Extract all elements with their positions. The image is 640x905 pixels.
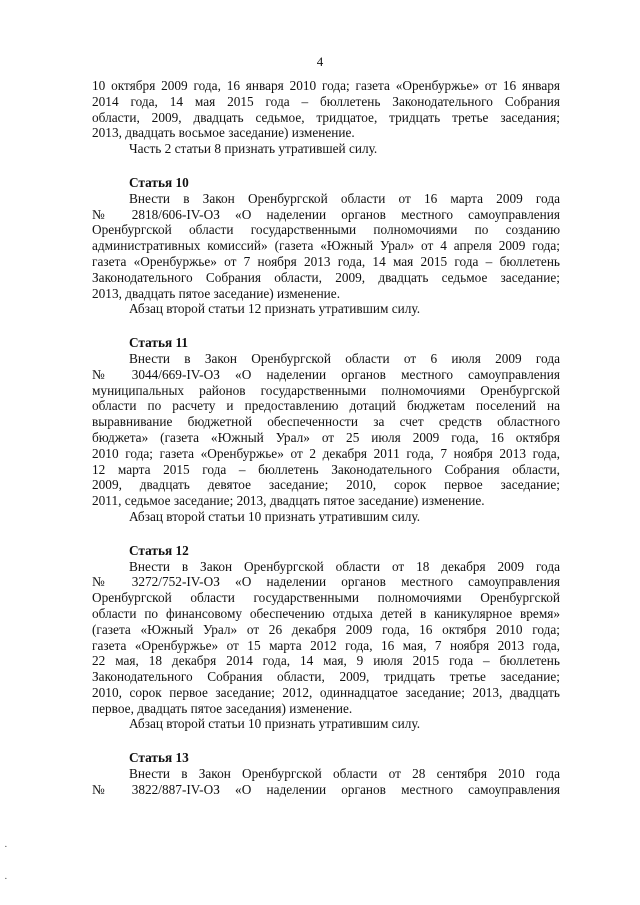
article-line: (газета «Южный Урал» от 26 декабря 2009 года, 16 октября 2010 года;	[92, 621, 560, 637]
article-heading: Статья 11	[129, 335, 189, 351]
article-line: 2011, седьмое заседание; 2013, двадцать пятое заседание) изменение.	[92, 493, 485, 509]
article-line: 22 мая, 18 декабря 2014 года, 14 мая, 9 июля 2015 года – бюллетень	[92, 653, 560, 669]
article-heading: Статья 13	[129, 750, 189, 766]
article-line: бюджета» (газета «Южный Урал» от 25 июля 2009 года, 16 октября	[92, 429, 560, 445]
intro-section	[92, 78, 560, 157]
article-line: газета «Оренбуржье» от 15 марта 2012 года, 16 мая, 7 ноября 2013 года,	[92, 637, 560, 653]
article-line: Оренбургской области государственными полномочиями по созданию	[92, 222, 560, 238]
article-line: Внести в Закон Оренбургской области от 16 марта 2009 года	[129, 190, 560, 206]
scan-margin-mark: ·	[4, 841, 8, 853]
intro-closing: Часть 2 статьи 8 признать утратившей силу.	[129, 141, 378, 157]
intro-line: 10 октября 2009 года, 16 января 2010 года; газета «Оренбуржье» от 16 января	[92, 78, 560, 93]
article-line: административных комиссий» (газета «Южный Урал» от 4 апреля 2009 года;	[92, 238, 560, 254]
article-line: Внести в Закон Оренбургской области от 28 сентября 2010 года	[129, 766, 560, 782]
article-line: 2010, сорок первое заседание; 2012, одиннадцатое заседание; 2013, двадцать	[92, 684, 560, 700]
article-closing: Абзац второй статьи 10 признать утратившим силу.	[129, 508, 421, 524]
document-body	[92, 78, 560, 798]
article-closing: Абзац второй статьи 10 признать утратившим силу.	[129, 716, 421, 732]
scan-margin-mark: ·	[4, 873, 8, 885]
article-line: Оренбургской области государственными полномочиями Оренбургской	[92, 590, 560, 606]
article-10	[92, 175, 560, 317]
article-line: области по расчету и предоставлению дотаций бюджетам поселений на	[92, 398, 560, 414]
article-heading: Статья 10	[129, 174, 189, 190]
article-line: области по финансовому обеспечению отдыха детей в каникулярное время»	[92, 605, 560, 621]
article-line: № 3044/669-IV-ОЗ «О наделении органов местного самоуправления	[92, 366, 560, 382]
intro-line: 2014 года, 14 мая 2015 года – бюллетень Законодательного Собрания	[92, 93, 560, 109]
article-line: № 2818/606-IV-ОЗ «О наделении органов местного самоуправления	[92, 206, 560, 222]
article-line: выравнивание бюджетной обеспеченности за счет средств областного	[92, 414, 560, 430]
article-heading: Статья 12	[129, 542, 189, 558]
article-line: 2010 года; газета «Оренбуржье» от 2 декабря 2011 года, 7 ноября 2013 года,	[92, 445, 560, 461]
article-line: Законодательного Собрания области, 2009, двадцать седьмое заседание;	[92, 269, 560, 285]
article-13	[92, 750, 560, 797]
article-closing: Абзац второй статьи 12 признать утратившим силу.	[129, 301, 421, 317]
article-12	[92, 543, 560, 733]
page-number: 4	[316, 54, 324, 69]
intro-line: области, 2009, двадцать седьмое, тридцатое, тридцать третье заседания;	[92, 109, 560, 125]
article-line: муниципальных районов государственными полномочиями Оренбургской	[92, 382, 560, 398]
article-11	[92, 335, 560, 525]
article-line: 12 марта 2015 года – бюллетень Законодательного Собрания области,	[92, 461, 560, 477]
article-line: № 3822/887-IV-ОЗ «О наделении органов местного самоуправления	[92, 781, 560, 797]
article-line: газета «Оренбуржье» от 7 ноября 2013 года, 14 мая 2015 года – бюллетень	[92, 253, 560, 269]
intro-line: 2013, двадцать восьмое заседание) изменение.	[92, 125, 355, 141]
article-line: 2013, двадцать пятое заседание) изменение.	[92, 285, 341, 301]
article-line: Законодательного Собрания области, 2009, тридцать третье заседание;	[92, 669, 560, 685]
article-line: Внести в Закон Оренбургской области от 18 декабря 2009 года	[129, 558, 560, 574]
article-line: первое, двадцать пятое заседания) изменение.	[92, 700, 353, 716]
article-line: 2009, двадцать девятое заседание; 2010, сорок первое заседание;	[92, 477, 560, 493]
article-line: Внести в Закон Оренбургской области от 6 июля 2009 года	[129, 350, 560, 366]
article-line: № 3272/752-IV-ОЗ «О наделении органов местного самоуправления	[92, 574, 560, 590]
